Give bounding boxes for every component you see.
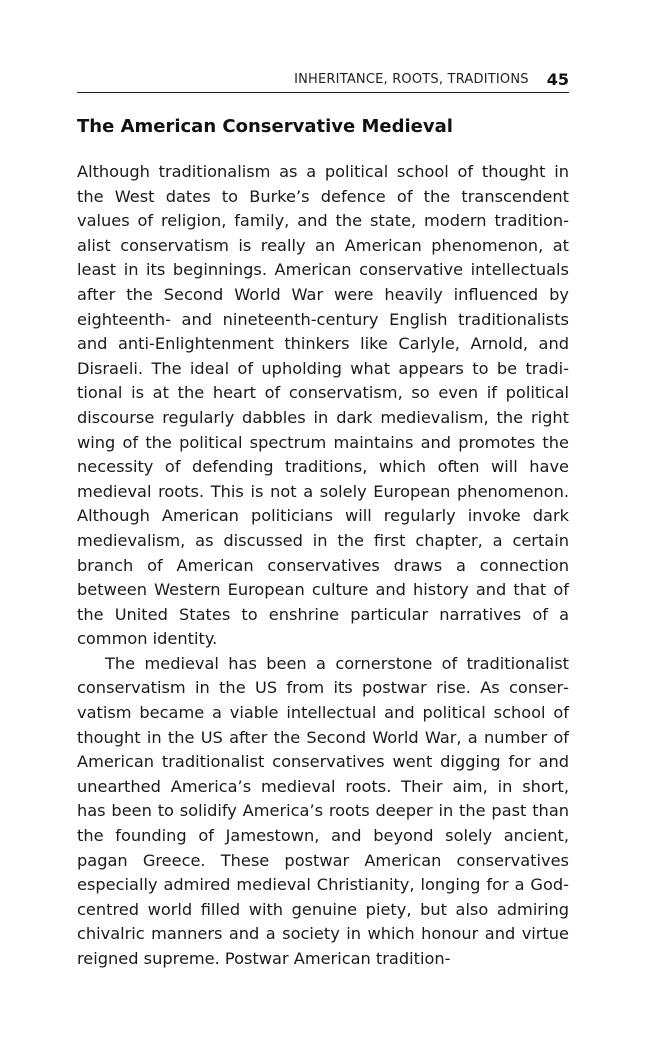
- paragraph-1: Although traditionalism as a political school of thought in the West dates to Burke’s defence of the transcendent values of religion, family, and the state, modern traditionalist conservatism is really an American phenomenon, at least in its beginnings. American conservative intellectuals after the Second World War were heavily influenced by eighteenth- and nineteenth-century English traditionalists and anti-Enlightenment thinkers like Carlyle, Arnold, and Disraeli. The ideal of upholding what appears to be traditional is at the heart of conservatism, so even if political discourse regularly dabbles in dark medievalism, the right wing of the political spectrum maintains and promotes the necessity of defending traditions, which often will have medieval roots. This is not a solely European phenomenon. Although American politicians will regularly invoke dark medievalism, as discussed in the first chapter, a certain branch of American conservatives draws a connection between Western European culture and history and that of the United States to enshrine particular narratives of a common identity.: [77, 162, 569, 649]
- body-text: [77, 160, 569, 972]
- running-header: [77, 66, 569, 93]
- page-number: 45: [546, 69, 569, 89]
- section-heading: The American Conservative Medieval: [77, 116, 453, 137]
- running-title: INHERITANCE, ROOTS, TRADITIONS: [294, 71, 529, 87]
- paragraph-2: The medieval has been a cornerstone of traditionalist conservatism in the US from its postwar rise. As conservatism became a viable intellectual and political school of thought in the US after the Second World War, a number of American traditionalist conservatives went digging for and unearthed America’s medieval roots. Their aim, in short, has been to solidify America’s roots deeper in the past than the founding of Jamestown, and beyond solely ancient, pagan Greece. These postwar American conservatives especially admired medieval Christianity, longing for a God-centred world filled with genuine piety, but also admiring chivalric manners and a society in which honour and virtue reigned supreme. Postwar American tradition-: [77, 653, 569, 968]
